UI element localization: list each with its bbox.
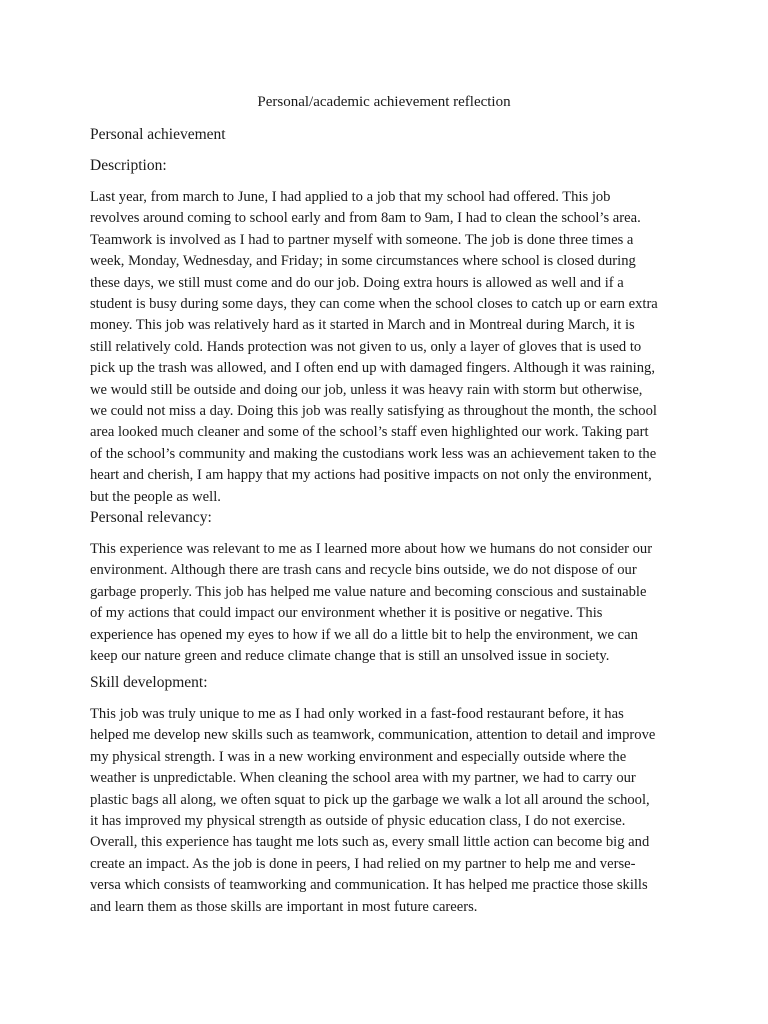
paragraph-line: keep our nature green and reduce climate change that is still an unsolved issue in society. xyxy=(90,648,610,665)
skills-heading: Skill development: xyxy=(90,674,208,691)
paragraph-line: pick up the trash was allowed, and I often end up with damaged fingers. Although it was raining, xyxy=(90,360,655,377)
paragraph-line: experience has opened my eyes to how if we all do a little bit to help the environment, we can xyxy=(90,626,638,643)
paragraph-line: still relatively cold. Hands protection was not given to us, only a layer of gloves that is used to xyxy=(90,338,642,355)
skills-paragraph xyxy=(90,704,655,918)
paragraph-line: environment. Although there are trash cans and recycle bins outside, we do not dispose of our xyxy=(90,562,637,579)
paragraph-line: This experience was relevant to me as I learned more about how we humans do not consider our xyxy=(90,541,653,557)
paragraph-line: we would still be outside and doing our job, unless it was heavy rain with storm but otherwise, xyxy=(90,381,643,398)
paragraph-line: area looked much cleaner and some of the school’s staff even highlighted our work. Taking part xyxy=(90,424,649,441)
paragraph-line: my physical strength. I was in a new working environment and especially outside where the xyxy=(90,748,627,765)
paragraph-line: revolves around coming to school early and from 8am to 9am, I had to clean the school’s area. xyxy=(90,210,641,227)
paragraph-line: week, Monday, Wednesday, and Friday; in some circumstances where school is closed during xyxy=(90,253,636,270)
paragraph-line: we could not miss a day. Doing this job was really satisfying as throughout the month, the school xyxy=(90,403,657,420)
paragraph-line: but the people as well. xyxy=(90,488,221,505)
paragraph-line: of the school’s community and making the custodians work less was an achievement taken to the xyxy=(90,445,657,462)
paragraph-line: versa which consists of teamworking and communication. It has helped me practice those skills xyxy=(90,877,648,894)
paragraph-line: This job was truly unique to me as I had only worked in a fast-food restaurant before, it has xyxy=(90,706,624,722)
paragraph-line: create an impact. As the job is done in peers, I had relied on my partner to help me and verse- xyxy=(90,855,636,872)
paragraph-line: heart and cherish, I am happy that my actions had positive impacts on not only the environment, xyxy=(90,467,652,484)
paragraph-line: Teamwork is involved as I had to partner myself with someone. The job is done three times a xyxy=(90,231,634,248)
paragraph-line: garbage properly. This job has helped me value nature and becoming conscious and sustainable xyxy=(90,583,647,600)
relevancy-paragraph xyxy=(90,539,652,667)
paragraph-line: Overall, this experience has taught me lots such as, every small little action can become big and xyxy=(90,834,650,851)
section-title: Personal achievement xyxy=(90,126,226,143)
paragraph-line: helped me develop new skills such as teamwork, communication, attention to detail and improve xyxy=(90,727,656,744)
paragraph-line: student is busy during some days, they can come when the school closes to catch up or earn extra xyxy=(90,296,658,313)
paragraph-line: of my actions that could impact our environment whether it is positive or negative. This xyxy=(90,605,603,622)
description-paragraph xyxy=(90,187,658,508)
paragraph-line: and learn them as those skills are important in most future careers. xyxy=(90,898,478,915)
document-title: Personal/academic achievement reflection xyxy=(257,94,511,110)
paragraph-line: it has improved my physical strength as outside of physic education class, I do not exercise. xyxy=(90,813,626,830)
description-heading: Description: xyxy=(90,157,167,174)
paragraph-line: these days, we still must come and do our job. Doing extra hours is allowed as well and if a xyxy=(90,274,624,291)
paragraph-line: money. This job was relatively hard as it started in March and in Montreal during March, it is xyxy=(90,317,635,334)
paragraph-line: weather is unpredictable. When cleaning the school area with my partner, we had to carry our xyxy=(90,770,636,787)
paragraph-line: Last year, from march to June, I had applied to a job that my school had offered. This job xyxy=(90,189,611,205)
paragraph-line: plastic bags all along, we often squat to pick up the garbage we walk a lot all around the school, xyxy=(90,791,650,808)
relevancy-heading: Personal relevancy: xyxy=(90,509,212,526)
